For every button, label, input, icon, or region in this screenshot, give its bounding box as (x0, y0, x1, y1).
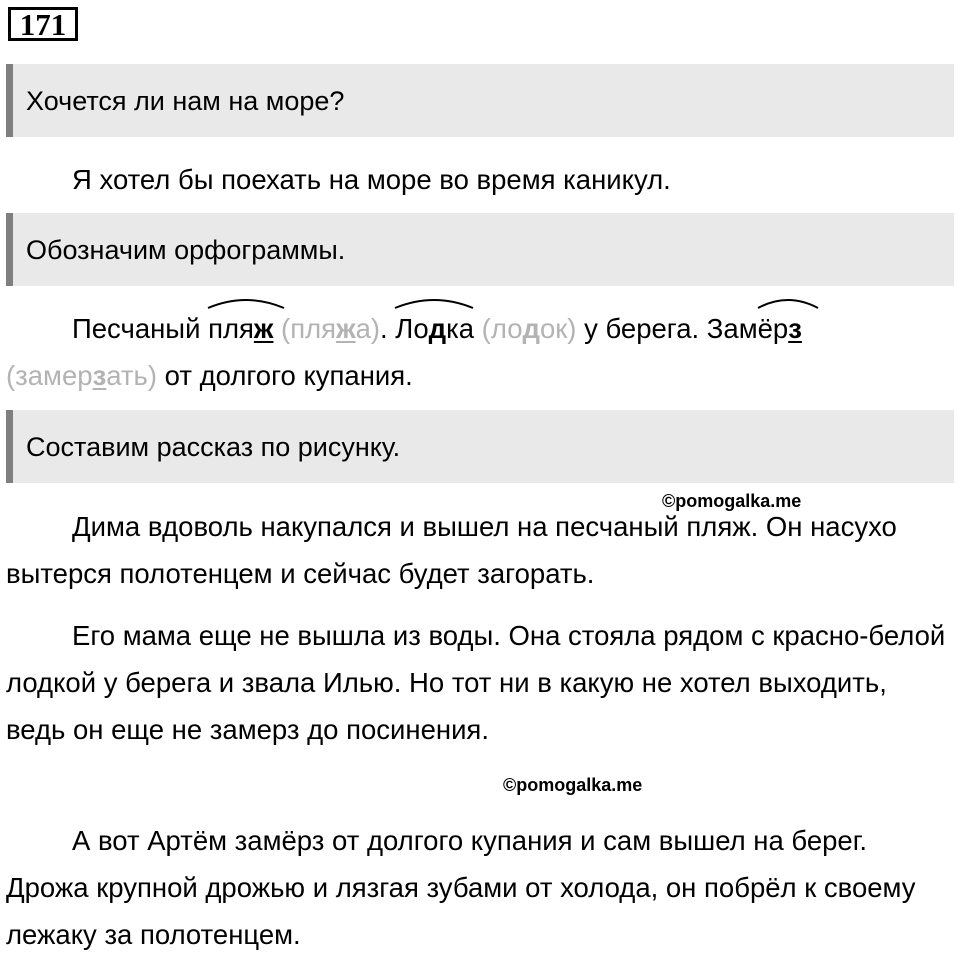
orthogram-letter: з (788, 313, 802, 344)
orthogram-text: ка (446, 313, 475, 344)
root-arc-word-2 (395, 305, 446, 352)
story-text-1: Дима вдоволь накупался и вышел на песчаный пляж. Он насухо вытерся полотенцем и сейчас будет загорать. (6, 511, 897, 589)
story-paragraph-2 (6, 612, 952, 753)
root-text: пля (208, 313, 254, 344)
answer-text-1: Я хотел бы поехать на море во время каникул. (72, 164, 671, 195)
check-word: ать) (106, 360, 158, 391)
watermark: ©pomogalka.me (662, 491, 802, 511)
root-text: ёр (757, 313, 789, 344)
root-arc-icon (206, 297, 286, 309)
orthogram-paragraph (6, 305, 952, 399)
story-text-2: Его мама еще не вышла из воды. Она стояла рядом с красно-белой лодкой у берега и звала Илью. Но тот ни в какую не хотел выходить, ведь он еще не замерз до посинения. (6, 620, 946, 745)
story-paragraph-3 (6, 817, 952, 958)
orthogram-letter: ж (253, 313, 274, 344)
root-arc-icon (756, 297, 820, 309)
exercise-number: 171 (8, 7, 78, 41)
orthogram-text: от долгого купания. (157, 360, 413, 391)
orthogram-text: Песчаный (72, 313, 209, 344)
check-word: (ло (474, 313, 523, 344)
story-text-3: А вот Артём замёрз от долгого купания и сам вышел на берег. Дрожа крупной дрожью и лязгая зубами от холода, он побрёл к своему лежаку за полотенцем. (6, 825, 916, 950)
check-word: а) (355, 313, 381, 344)
section-heading-1 (6, 64, 954, 137)
section-heading-2 (6, 213, 954, 286)
check-word: ок) (539, 313, 577, 344)
check-letter: ж (336, 313, 356, 344)
section-heading-3 (6, 410, 954, 483)
root-arc-icon (393, 297, 475, 309)
check-word: (пля (273, 313, 337, 344)
section-heading-2-text: Обозначим орфограммы. (26, 235, 346, 265)
orthogram-text: у берега. Зам (576, 313, 758, 344)
answer-paragraph-1 (6, 156, 952, 203)
check-letter: д (522, 313, 540, 344)
story-paragraph-1 (6, 503, 952, 597)
check-word: (замер (6, 360, 93, 391)
root-arc-word-3 (758, 305, 802, 352)
orthogram-text: . (380, 313, 396, 344)
check-letter: з (92, 360, 107, 391)
watermark: ©pomogalka.me (503, 775, 643, 795)
orthogram-letter: д (428, 313, 447, 344)
root-text: Ло (395, 313, 429, 344)
section-heading-3-text: Составим рассказ по рисунку. (26, 432, 401, 462)
root-arc-word-1 (208, 305, 273, 352)
section-heading-1-text: Хочется ли нам на море? (26, 86, 345, 116)
